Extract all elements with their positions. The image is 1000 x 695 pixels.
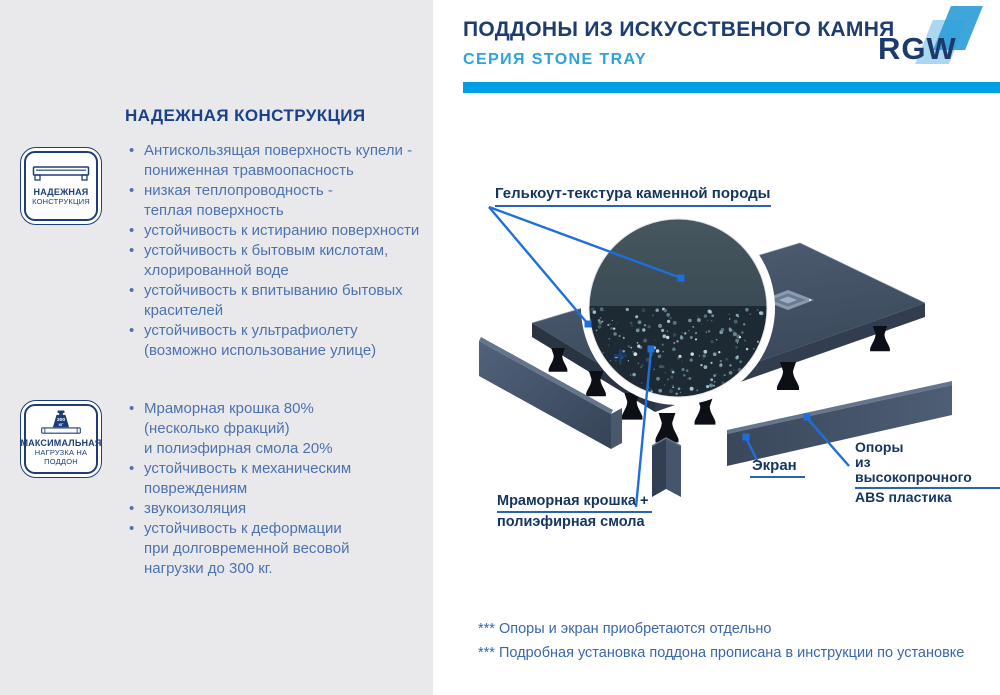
label-screen xyxy=(750,458,805,478)
list-item: • низкая теплопроводность - теплая поверхность xyxy=(127,181,429,221)
footnote-1: *** Опоры и экран приобретаются отдельно xyxy=(478,621,772,637)
weight-300kg-icon xyxy=(31,410,91,436)
series-subtitle: СЕРИЯ STONE TRAY xyxy=(463,51,648,68)
badge-label-line2: КОНСТРУКЦИЯ xyxy=(32,197,90,206)
label-screen-text: Экран xyxy=(750,458,805,478)
feature-list-material xyxy=(127,399,429,579)
logo-text: RGW xyxy=(878,31,957,66)
badge-reliable-construction xyxy=(20,147,102,225)
svg-text:КГ: КГ xyxy=(58,422,64,428)
list-item: • Мраморная крошка 80% (несколько фракций) и полиэфирная смола 20% xyxy=(127,399,429,459)
list-item: • устойчивость к деформации при долговременной весовой нагрузки до 300 кг. xyxy=(127,519,429,579)
label-supports: Опоры из высокопрочного ABS пластика xyxy=(855,440,1000,505)
badge-label-line2: НАГРУЗКА НА ПОДДОН xyxy=(34,448,88,466)
accent-bar xyxy=(463,82,1000,93)
svg-text:300: 300 xyxy=(56,417,66,423)
list-item: • устойчивость к бытовым кислотам, хлорированной воде xyxy=(127,241,429,281)
label-marble: Мраморная крошка + полиэфирная смола xyxy=(497,493,652,530)
exploded-tray-diagram xyxy=(440,170,1000,610)
badge-label-line1: НАДЕЖНАЯ xyxy=(33,187,89,197)
footnotes xyxy=(478,617,964,665)
list-item: • устойчивость к ультрафиолету (возможно использование улице) xyxy=(127,321,429,361)
rgw-logo xyxy=(878,4,993,76)
label-gelcoat xyxy=(495,186,771,207)
section-heading: НАДЕЖНАЯ КОНСТРУКЦИЯ xyxy=(125,106,366,125)
list-item: • устойчивость к истиранию поверхности xyxy=(127,221,429,241)
badge-max-load xyxy=(20,400,102,478)
list-item: • устойчивость к впитыванию бытовых красителей xyxy=(127,281,429,321)
page-title: ПОДДОНЫ ИЗ ИСКУССТВЕНОГО КАМНЯ xyxy=(463,18,895,41)
list-item: • Антискользящая поверхность купели - пониженная травмоопасность xyxy=(127,141,429,181)
feature-list-construction xyxy=(127,141,429,361)
shower-tray-side-icon xyxy=(31,164,91,184)
badge-label-line1: МАКСИМАЛЬНАЯ xyxy=(20,438,102,448)
list-item: • звукоизоляция xyxy=(127,499,429,519)
footnote-2: *** Подробная установка поддона прописана в инструкции по установке xyxy=(478,645,965,661)
label-gelcoat-text: Гелькоут-текстура каменной породы xyxy=(495,186,771,207)
screen-corner-piece xyxy=(652,438,681,497)
plus-sign: + xyxy=(613,342,628,370)
list-item: • устойчивость к механическим повреждениям xyxy=(127,459,429,499)
